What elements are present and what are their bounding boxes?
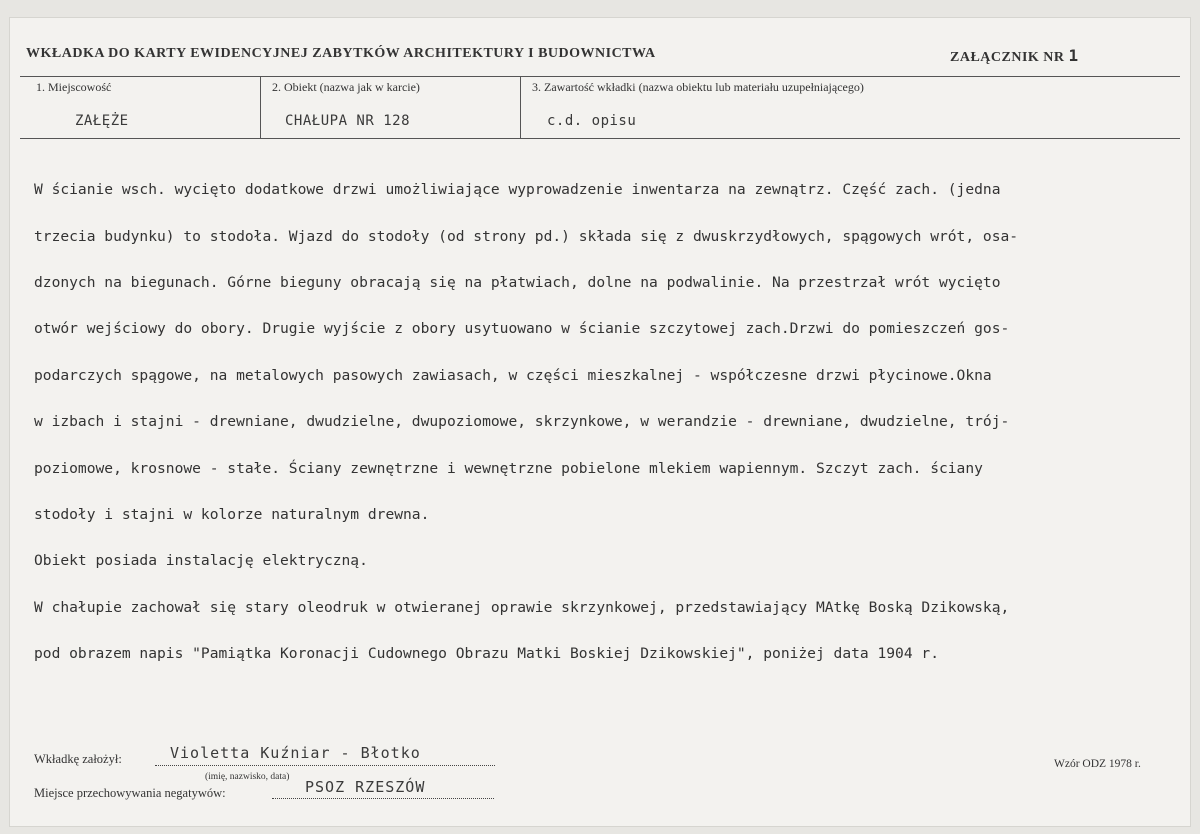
description-line: trzecia budynku) to stodoła. Wjazd do stodoły (od strony pd.) składa się z dwuskrzydłowych, spągowych wrót, osa-: [34, 227, 1019, 245]
description-line: otwór wejściowy do obory. Drugie wyjście z obory usytuowano w ścianie szczytowej zach.Drzwi do pomieszczeń gos-: [34, 320, 1010, 338]
description-line: Obiekt posiada instalację elektryczną.: [34, 552, 368, 570]
storage-value: PSOZ RZESZÓW: [305, 778, 426, 796]
description-line: podarczych spągowe, na metalowych pasowych zawiasach, w części mieszkalnej - współczesne drzwi płycinowe.Okna: [34, 366, 992, 384]
header-rule-top: [20, 76, 1180, 77]
field-divider-2: [520, 76, 521, 138]
storage-line: [272, 798, 494, 799]
form-model: Wzór ODZ 1978 r.: [1054, 758, 1141, 770]
description-line: w izbach i stajni - drewniane, dwudzielne, dwupoziomowe, skrzynkowe, w werandzie - drewniane, dwudzielne, trój-: [34, 413, 1010, 431]
author-line: [155, 765, 495, 766]
field-label-locality: 1. Miejscowość: [36, 80, 112, 94]
field-divider-1: [260, 76, 261, 138]
author-value: Violetta Kuźniar - Błotko: [170, 744, 421, 762]
description-line: pod obrazem napis "Pamiątka Koronacji Cudownego Obrazu Matki Boskiej Dzikowskiej", poniżej data 1904 r.: [34, 645, 939, 663]
author-label: Wkładkę założył:: [34, 752, 122, 766]
description-line: stodoły i stajni w kolorze naturalnym drewna.: [34, 506, 430, 524]
form-title: WKŁADKA DO KARTY EWIDENCYJNEJ ZABYTKÓW ARCHITEKTURY I BUDOWNICTWA: [26, 46, 656, 61]
description-line: poziomowe, krosnowe - stałe. Ściany zewnętrzne i wewnętrzne pobielone mlekiem wapiennym. Szczyt zach. ściany: [34, 459, 983, 477]
annex-number: 1: [1068, 46, 1079, 65]
description-line: dzonych na biegunach. Górne bieguny obracają się na płatwiach, dolne na podwalinie. Na przestrzał wrót wycięto: [34, 274, 1001, 292]
header-rule-bottom: [20, 138, 1180, 139]
description-text: [34, 155, 1164, 689]
field-value-contents: c.d. opisu: [547, 113, 637, 129]
author-note: (imię, nazwisko, data): [205, 772, 290, 782]
description-line: W chałupie zachował się stary oleodruk w otwieranej oprawie skrzynkowej, przedstawiający MAtkę Boską Dzikowską,: [34, 598, 1010, 616]
description-line: W ścianie wsch. wycięto dodatkowe drzwi umożliwiające wyprowadzenie inwentarza na zewnątrz. Część zach. (jedna: [34, 181, 1001, 199]
storage-label: Miejsce przechowywania negatywów:: [34, 786, 226, 800]
field-label-object: 2. Obiekt (nazwa jak w karcie): [272, 80, 420, 94]
annex-label: ZAŁĄCZNIK NR: [950, 50, 1065, 65]
field-value-object: CHAŁUPA NR 128: [285, 113, 411, 129]
field-value-locality: ZAŁĘŻE: [75, 113, 129, 129]
annex-label-group: [950, 46, 1079, 66]
field-label-contents: 3. Zawartość wkładki (nazwa obiektu lub materiału uzupełniającego): [532, 80, 864, 94]
